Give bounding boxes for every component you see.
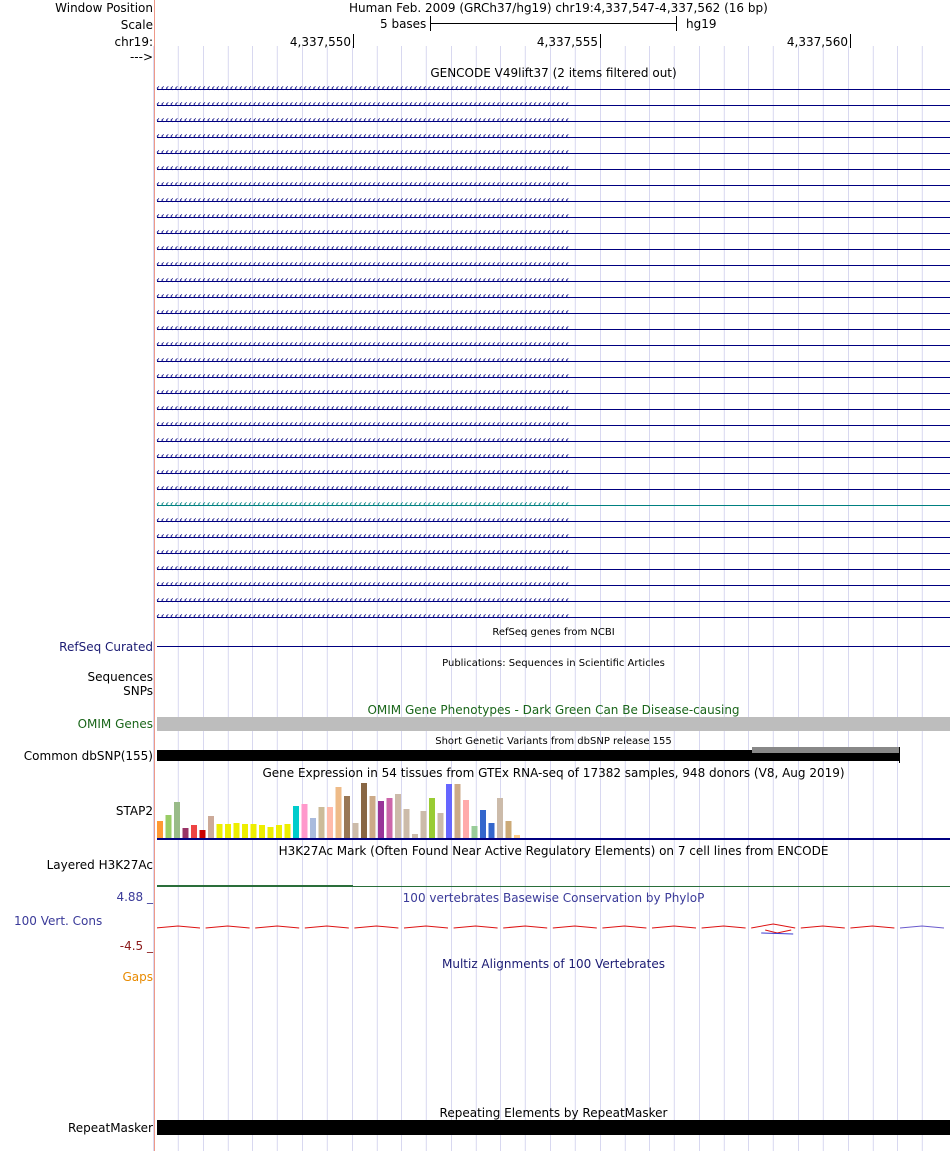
gtex-tissue-bar[interactable] bbox=[361, 783, 367, 838]
gencode-strand-arrows: ‹‹‹‹‹‹‹‹‹‹‹‹‹‹‹‹‹‹‹‹‹‹‹‹‹‹‹‹‹‹‹‹‹‹‹‹‹‹‹‹‹‹‹‹‹‹‹‹‹‹‹‹‹‹‹‹‹‹‹‹‹‹‹‹‹‹‹‹‹‹‹‹‹‹‹‹‹‹‹‹‹‹‹‹‹‹‹‹‹‹ bbox=[156, 307, 570, 318]
gencode-strand-arrows: ‹‹‹‹‹‹‹‹‹‹‹‹‹‹‹‹‹‹‹‹‹‹‹‹‹‹‹‹‹‹‹‹‹‹‹‹‹‹‹‹‹‹‹‹‹‹‹‹‹‹‹‹‹‹‹‹‹‹‹‹‹‹‹‹‹‹‹‹‹‹‹‹‹‹‹‹‹‹‹‹‹‹‹‹‹‹‹‹‹‹ bbox=[156, 355, 570, 366]
omim-title: OMIM Gene Phenotypes - Dark Green Can Be Disease-causing bbox=[367, 703, 740, 717]
refseq-feature[interactable] bbox=[157, 646, 950, 647]
gtex-tissue-bar[interactable] bbox=[327, 807, 333, 838]
scale-bar-left-tick bbox=[430, 16, 431, 31]
gencode-strand-arrows: ‹‹‹‹‹‹‹‹‹‹‹‹‹‹‹‹‹‹‹‹‹‹‹‹‹‹‹‹‹‹‹‹‹‹‹‹‹‹‹‹‹‹‹‹‹‹‹‹‹‹‹‹‹‹‹‹‹‹‹‹‹‹‹‹‹‹‹‹‹‹‹‹‹‹‹‹‹‹‹‹‹‹‹‹‹‹‹‹‹‹ bbox=[156, 339, 570, 350]
gencode-strand-arrows: ‹‹‹‹‹‹‹‹‹‹‹‹‹‹‹‹‹‹‹‹‹‹‹‹‹‹‹‹‹‹‹‹‹‹‹‹‹‹‹‹‹‹‹‹‹‹‹‹‹‹‹‹‹‹‹‹‹‹‹‹‹‹‹‹‹‹‹‹‹‹‹‹‹‹‹‹‹‹‹‹‹‹‹‹‹‹‹‹‹‹ bbox=[156, 467, 570, 478]
repeatmasker-title: Repeating Elements by RepeatMasker bbox=[439, 1106, 668, 1120]
phylop-wiggle[interactable] bbox=[157, 918, 950, 938]
phylop-score-segment bbox=[652, 926, 696, 928]
gencode-strand-arrows: ‹‹‹‹‹‹‹‹‹‹‹‹‹‹‹‹‹‹‹‹‹‹‹‹‹‹‹‹‹‹‹‹‹‹‹‹‹‹‹‹‹‹‹‹‹‹‹‹‹‹‹‹‹‹‹‹‹‹‹‹‹‹‹‹‹‹‹‹‹‹‹‹‹‹‹‹‹‹‹‹‹‹‹‹‹‹‹‹‹‹ bbox=[156, 403, 570, 414]
gtex-tissue-bar[interactable] bbox=[404, 809, 410, 838]
gencode-strand-arrows: ‹‹‹‹‹‹‹‹‹‹‹‹‹‹‹‹‹‹‹‹‹‹‹‹‹‹‹‹‹‹‹‹‹‹‹‹‹‹‹‹‹‹‹‹‹‹‹‹‹‹‹‹‹‹‹‹‹‹‹‹‹‹‹‹‹‹‹‹‹‹‹‹‹‹‹‹‹‹‹‹‹‹‹‹‹‹‹‹‹‹ bbox=[156, 499, 570, 510]
position-tick bbox=[850, 34, 851, 48]
phylop-label[interactable]: 100 Vert. Cons bbox=[14, 914, 103, 928]
gtex-tissue-bar[interactable] bbox=[191, 825, 197, 838]
phylop-score-segment bbox=[255, 926, 299, 928]
gtex-tissue-bar[interactable] bbox=[183, 828, 189, 838]
gtex-tissue-bar[interactable] bbox=[242, 824, 248, 838]
gencode-strand-arrows: ‹‹‹‹‹‹‹‹‹‹‹‹‹‹‹‹‹‹‹‹‹‹‹‹‹‹‹‹‹‹‹‹‹‹‹‹‹‹‹‹‹‹‹‹‹‹‹‹‹‹‹‹‹‹‹‹‹‹‹‹‹‹‹‹‹‹‹‹‹‹‹‹‹‹‹‹‹‹‹‹‹‹‹‹‹‹‹‹‹‹ bbox=[156, 83, 570, 94]
phylop-min-label: -4.5 _ bbox=[119, 939, 153, 953]
gtex-tissue-bar[interactable] bbox=[259, 825, 265, 838]
h3k27ac-signal[interactable] bbox=[157, 886, 950, 887]
gencode-strand-arrows: ‹‹‹‹‹‹‹‹‹‹‹‹‹‹‹‹‹‹‹‹‹‹‹‹‹‹‹‹‹‹‹‹‹‹‹‹‹‹‹‹‹‹‹‹‹‹‹‹‹‹‹‹‹‹‹‹‹‹‹‹‹‹‹‹‹‹‹‹‹‹‹‹‹‹‹‹‹‹‹‹‹‹‹‹‹‹‹‹‹‹ bbox=[156, 451, 570, 462]
h3k27ac-title: H3K27Ac Mark (Often Found Near Active Regulatory Elements) on 7 cell lines from ENCODE bbox=[278, 844, 829, 858]
position-tick bbox=[600, 34, 601, 48]
gencode-title: GENCODE V49lift37 (2 items filtered out) bbox=[430, 66, 677, 80]
phylop-score-segment bbox=[305, 926, 349, 928]
gencode-strand-arrows: ‹‹‹‹‹‹‹‹‹‹‹‹‹‹‹‹‹‹‹‹‹‹‹‹‹‹‹‹‹‹‹‹‹‹‹‹‹‹‹‹‹‹‹‹‹‹‹‹‹‹‹‹‹‹‹‹‹‹‹‹‹‹‹‹‹‹‹‹‹‹‹‹‹‹‹‹‹‹‹‹‹‹‹‹‹‹‹‹‹‹ bbox=[156, 563, 570, 574]
publications-label-line1[interactable]: Sequences bbox=[87, 670, 153, 684]
omim-label[interactable]: OMIM Genes bbox=[77, 717, 153, 731]
gencode-strand-arrows: ‹‹‹‹‹‹‹‹‹‹‹‹‹‹‹‹‹‹‹‹‹‹‹‹‹‹‹‹‹‹‹‹‹‹‹‹‹‹‹‹‹‹‹‹‹‹‹‹‹‹‹‹‹‹‹‹‹‹‹‹‹‹‹‹‹‹‹‹‹‹‹‹‹‹‹‹‹‹‹‹‹‹‹‹‹‹‹‹‹‹ bbox=[156, 387, 570, 398]
gtex-tissue-bar[interactable] bbox=[378, 801, 384, 838]
gencode-strand-arrows: ‹‹‹‹‹‹‹‹‹‹‹‹‹‹‹‹‹‹‹‹‹‹‹‹‹‹‹‹‹‹‹‹‹‹‹‹‹‹‹‹‹‹‹‹‹‹‹‹‹‹‹‹‹‹‹‹‹‹‹‹‹‹‹‹‹‹‹‹‹‹‹‹‹‹‹‹‹‹‹‹‹‹‹‹‹‹‹‹‹‹ bbox=[156, 547, 570, 558]
refseq-label[interactable]: RefSeq Curated bbox=[59, 640, 153, 654]
repeatmasker-label[interactable]: RepeatMasker bbox=[67, 1121, 153, 1135]
phylop-max-label: 4.88 _ bbox=[116, 890, 153, 904]
window-position-value: Human Feb. 2009 (GRCh37/hg19) chr19:4,337,547-4,337,562 (16 bp) bbox=[349, 1, 768, 15]
refseq-title: RefSeq genes from NCBI bbox=[492, 627, 615, 638]
h3k27ac-signal-peak bbox=[157, 885, 353, 886]
h3k27ac-label[interactable]: Layered H3K27Ac bbox=[46, 858, 153, 872]
phylop-score-segment bbox=[850, 926, 894, 928]
gtex-separator bbox=[157, 838, 950, 840]
dbsnp-label[interactable]: Common dbSNP(155) bbox=[23, 749, 153, 763]
gtex-tissue-bar[interactable] bbox=[344, 796, 350, 838]
gtex-label[interactable]: STAP2 bbox=[115, 804, 153, 818]
gtex-tissue-bar[interactable] bbox=[208, 816, 214, 838]
phylop-score-segment bbox=[454, 926, 498, 928]
gtex-tissue-bar[interactable] bbox=[225, 824, 231, 838]
gencode-strand-arrows: ‹‹‹‹‹‹‹‹‹‹‹‹‹‹‹‹‹‹‹‹‹‹‹‹‹‹‹‹‹‹‹‹‹‹‹‹‹‹‹‹‹‹‹‹‹‹‹‹‹‹‹‹‹‹‹‹‹‹‹‹‹‹‹‹‹‹‹‹‹‹‹‹‹‹‹‹‹‹‹‹‹‹‹‹‹‹‹‹‹‹ bbox=[156, 323, 570, 334]
phylop-score-segment bbox=[751, 924, 795, 933]
scale-bar bbox=[430, 23, 677, 24]
gencode-strand-arrows: ‹‹‹‹‹‹‹‹‹‹‹‹‹‹‹‹‹‹‹‹‹‹‹‹‹‹‹‹‹‹‹‹‹‹‹‹‹‹‹‹‹‹‹‹‹‹‹‹‹‹‹‹‹‹‹‹‹‹‹‹‹‹‹‹‹‹‹‹‹‹‹‹‹‹‹‹‹‹‹‹‹‹‹‹‹‹‹‹‹‹ bbox=[156, 515, 570, 526]
scale-assembly: hg19 bbox=[686, 17, 717, 31]
position-tick bbox=[353, 34, 354, 48]
gtex-tissue-bar[interactable] bbox=[472, 826, 478, 838]
gtex-tissue-bar[interactable] bbox=[480, 810, 486, 838]
gaps-label[interactable]: Gaps bbox=[122, 970, 153, 984]
dbsnp-title: Short Genetic Variants from dbSNP release 155 bbox=[435, 736, 672, 747]
gencode-strand-arrows: ‹‹‹‹‹‹‹‹‹‹‹‹‹‹‹‹‹‹‹‹‹‹‹‹‹‹‹‹‹‹‹‹‹‹‹‹‹‹‹‹‹‹‹‹‹‹‹‹‹‹‹‹‹‹‹‹‹‹‹‹‹‹‹‹‹‹‹‹‹‹‹‹‹‹‹‹‹‹‹‹‹‹‹‹‹‹‹‹‹‹ bbox=[156, 259, 570, 270]
gtex-tissue-bar[interactable] bbox=[276, 825, 282, 838]
publications-label-line2[interactable]: SNPs bbox=[123, 684, 153, 698]
gencode-strand-arrows: ‹‹‹‹‹‹‹‹‹‹‹‹‹‹‹‹‹‹‹‹‹‹‹‹‹‹‹‹‹‹‹‹‹‹‹‹‹‹‹‹‹‹‹‹‹‹‹‹‹‹‹‹‹‹‹‹‹‹‹‹‹‹‹‹‹‹‹‹‹‹‹‹‹‹‹‹‹‹‹‹‹‹‹‹‹‹‹‹‹‹ bbox=[156, 131, 570, 142]
gtex-tissue-bar[interactable] bbox=[489, 823, 495, 838]
gtex-tissue-bar[interactable] bbox=[217, 824, 223, 838]
phylop-score-segment bbox=[801, 926, 845, 928]
phylop-score-segment bbox=[157, 926, 200, 928]
multiz-title: Multiz Alignments of 100 Vertebrates bbox=[441, 957, 666, 971]
gtex-tissue-bar[interactable] bbox=[166, 815, 172, 838]
gtex-tissue-bar[interactable] bbox=[285, 824, 291, 838]
dbsnp-feature-end bbox=[899, 747, 900, 763]
gtex-tissue-bar[interactable] bbox=[506, 821, 512, 838]
phylop-score-segment bbox=[206, 926, 250, 928]
gencode-strand-arrows: ‹‹‹‹‹‹‹‹‹‹‹‹‹‹‹‹‹‹‹‹‹‹‹‹‹‹‹‹‹‹‹‹‹‹‹‹‹‹‹‹‹‹‹‹‹‹‹‹‹‹‹‹‹‹‹‹‹‹‹‹‹‹‹‹‹‹‹‹‹‹‹‹‹‹‹‹‹‹‹‹‹‹‹‹‹‹‹‹‹‹ bbox=[156, 371, 570, 382]
gencode-strand-arrows: ‹‹‹‹‹‹‹‹‹‹‹‹‹‹‹‹‹‹‹‹‹‹‹‹‹‹‹‹‹‹‹‹‹‹‹‹‹‹‹‹‹‹‹‹‹‹‹‹‹‹‹‹‹‹‹‹‹‹‹‹‹‹‹‹‹‹‹‹‹‹‹‹‹‹‹‹‹‹‹‹‹‹‹‹‹‹‹‹‹‹ bbox=[156, 243, 570, 254]
chrom-label: chr19: bbox=[114, 35, 153, 49]
gtex-tissue-bar[interactable] bbox=[429, 798, 435, 838]
position-tick-label: 4,337,555 bbox=[536, 35, 598, 49]
gtex-tissue-bar[interactable] bbox=[387, 798, 393, 838]
gencode-strand-arrows: ‹‹‹‹‹‹‹‹‹‹‹‹‹‹‹‹‹‹‹‹‹‹‹‹‹‹‹‹‹‹‹‹‹‹‹‹‹‹‹‹‹‹‹‹‹‹‹‹‹‹‹‹‹‹‹‹‹‹‹‹‹‹‹‹‹‹‹‹‹‹‹‹‹‹‹‹‹‹‹‹‹‹‹‹‹‹‹‹‹‹ bbox=[156, 419, 570, 430]
repeatmasker-feature[interactable] bbox=[157, 1120, 950, 1135]
gencode-strand-arrows: ‹‹‹‹‹‹‹‹‹‹‹‹‹‹‹‹‹‹‹‹‹‹‹‹‹‹‹‹‹‹‹‹‹‹‹‹‹‹‹‹‹‹‹‹‹‹‹‹‹‹‹‹‹‹‹‹‹‹‹‹‹‹‹‹‹‹‹‹‹‹‹‹‹‹‹‹‹‹‹‹‹‹‹‹‹‹‹‹‹‹ bbox=[156, 483, 570, 494]
gtex-chart[interactable] bbox=[157, 780, 557, 838]
gtex-tissue-bar[interactable] bbox=[497, 798, 503, 838]
strand-label: ---> bbox=[129, 50, 153, 64]
position-tick-label: 4,337,560 bbox=[786, 35, 848, 49]
gencode-strand-arrows: ‹‹‹‹‹‹‹‹‹‹‹‹‹‹‹‹‹‹‹‹‹‹‹‹‹‹‹‹‹‹‹‹‹‹‹‹‹‹‹‹‹‹‹‹‹‹‹‹‹‹‹‹‹‹‹‹‹‹‹‹‹‹‹‹‹‹‹‹‹‹‹‹‹‹‹‹‹‹‹‹‹‹‹‹‹‹‹‹‹‹ bbox=[156, 163, 570, 174]
phylop-score-segment bbox=[354, 926, 398, 928]
gtex-tissue-bar[interactable] bbox=[370, 796, 376, 838]
scale-bar-right-tick bbox=[676, 16, 677, 31]
gtex-tissue-bar[interactable] bbox=[421, 811, 427, 838]
phylop-score-segment bbox=[900, 926, 944, 928]
gtex-tissue-bar[interactable] bbox=[268, 827, 274, 838]
gencode-strand-arrows: ‹‹‹‹‹‹‹‹‹‹‹‹‹‹‹‹‹‹‹‹‹‹‹‹‹‹‹‹‹‹‹‹‹‹‹‹‹‹‹‹‹‹‹‹‹‹‹‹‹‹‹‹‹‹‹‹‹‹‹‹‹‹‹‹‹‹‹‹‹‹‹‹‹‹‹‹‹‹‹‹‹‹‹‹‹‹‹‹‹‹ bbox=[156, 99, 570, 110]
scale-bar-text: 5 bases bbox=[380, 17, 427, 31]
gtex-tissue-bar[interactable] bbox=[336, 787, 342, 838]
gencode-strand-arrows: ‹‹‹‹‹‹‹‹‹‹‹‹‹‹‹‹‹‹‹‹‹‹‹‹‹‹‹‹‹‹‹‹‹‹‹‹‹‹‹‹‹‹‹‹‹‹‹‹‹‹‹‹‹‹‹‹‹‹‹‹‹‹‹‹‹‹‹‹‹‹‹‹‹‹‹‹‹‹‹‹‹‹‹‹‹‹‹‹‹‹ bbox=[156, 435, 570, 446]
gencode-strand-arrows: ‹‹‹‹‹‹‹‹‹‹‹‹‹‹‹‹‹‹‹‹‹‹‹‹‹‹‹‹‹‹‹‹‹‹‹‹‹‹‹‹‹‹‹‹‹‹‹‹‹‹‹‹‹‹‹‹‹‹‹‹‹‹‹‹‹‹‹‹‹‹‹‹‹‹‹‹‹‹‹‹‹‹‹‹‹‹‹‹‹‹ bbox=[156, 579, 570, 590]
phylop-score-segment bbox=[602, 926, 646, 928]
window-position-label: Window Position bbox=[55, 1, 153, 15]
gencode-strand-arrows: ‹‹‹‹‹‹‹‹‹‹‹‹‹‹‹‹‹‹‹‹‹‹‹‹‹‹‹‹‹‹‹‹‹‹‹‹‹‹‹‹‹‹‹‹‹‹‹‹‹‹‹‹‹‹‹‹‹‹‹‹‹‹‹‹‹‹‹‹‹‹‹‹‹‹‹‹‹‹‹‹‹‹‹‹‹‹‹‹‹‹ bbox=[156, 211, 570, 222]
gtex-tissue-bar[interactable] bbox=[353, 823, 359, 838]
publications-title: Publications: Sequences in Scientific Articles bbox=[442, 658, 665, 669]
gtex-tissue-bar[interactable] bbox=[251, 824, 257, 838]
gtex-tissue-bar[interactable] bbox=[157, 821, 163, 838]
gtex-tissue-bar[interactable] bbox=[455, 784, 461, 838]
gtex-tissue-bar[interactable] bbox=[446, 784, 452, 838]
gtex-title: Gene Expression in 54 tissues from GTEx RNA-seq of 17382 samples, 948 donors (V8, Aug 2019) bbox=[262, 766, 845, 780]
phylop-title: 100 vertebrates Basewise Conservation by PhyloP bbox=[402, 891, 705, 905]
gtex-tissue-bar[interactable] bbox=[234, 823, 240, 838]
phylop-negative-segment bbox=[761, 933, 793, 934]
gencode-strand-arrows: ‹‹‹‹‹‹‹‹‹‹‹‹‹‹‹‹‹‹‹‹‹‹‹‹‹‹‹‹‹‹‹‹‹‹‹‹‹‹‹‹‹‹‹‹‹‹‹‹‹‹‹‹‹‹‹‹‹‹‹‹‹‹‹‹‹‹‹‹‹‹‹‹‹‹‹‹‹‹‹‹‹‹‹‹‹‹‹‹‹‹ bbox=[156, 595, 570, 606]
phylop-score-segment bbox=[702, 926, 746, 928]
gtex-tissue-bar[interactable] bbox=[463, 800, 469, 838]
gtex-tissue-bar[interactable] bbox=[174, 802, 180, 838]
gtex-tissue-bar[interactable] bbox=[319, 807, 325, 838]
phylop-score-segment bbox=[503, 926, 547, 928]
gtex-tissue-bar[interactable] bbox=[438, 813, 444, 838]
phylop-score-segment bbox=[404, 926, 448, 928]
gencode-strand-arrows: ‹‹‹‹‹‹‹‹‹‹‹‹‹‹‹‹‹‹‹‹‹‹‹‹‹‹‹‹‹‹‹‹‹‹‹‹‹‹‹‹‹‹‹‹‹‹‹‹‹‹‹‹‹‹‹‹‹‹‹‹‹‹‹‹‹‹‹‹‹‹‹‹‹‹‹‹‹‹‹‹‹‹‹‹‹‹‹‹‹‹ bbox=[156, 115, 570, 126]
position-tick-label: 4,337,550 bbox=[289, 35, 351, 49]
gencode-strand-arrows: ‹‹‹‹‹‹‹‹‹‹‹‹‹‹‹‹‹‹‹‹‹‹‹‹‹‹‹‹‹‹‹‹‹‹‹‹‹‹‹‹‹‹‹‹‹‹‹‹‹‹‹‹‹‹‹‹‹‹‹‹‹‹‹‹‹‹‹‹‹‹‹‹‹‹‹‹‹‹‹‹‹‹‹‹‹‹‹‹‹‹ bbox=[156, 195, 570, 206]
gtex-tissue-bar[interactable] bbox=[310, 818, 316, 838]
gencode-strand-arrows: ‹‹‹‹‹‹‹‹‹‹‹‹‹‹‹‹‹‹‹‹‹‹‹‹‹‹‹‹‹‹‹‹‹‹‹‹‹‹‹‹‹‹‹‹‹‹‹‹‹‹‹‹‹‹‹‹‹‹‹‹‹‹‹‹‹‹‹‹‹‹‹‹‹‹‹‹‹‹‹‹‹‹‹‹‹‹‹‹‹‹ bbox=[156, 611, 570, 622]
gtex-tissue-bar[interactable] bbox=[200, 830, 206, 838]
gencode-strand-arrows: ‹‹‹‹‹‹‹‹‹‹‹‹‹‹‹‹‹‹‹‹‹‹‹‹‹‹‹‹‹‹‹‹‹‹‹‹‹‹‹‹‹‹‹‹‹‹‹‹‹‹‹‹‹‹‹‹‹‹‹‹‹‹‹‹‹‹‹‹‹‹‹‹‹‹‹‹‹‹‹‹‹‹‹‹‹‹‹‹‹‹ bbox=[156, 531, 570, 542]
gencode-strand-arrows: ‹‹‹‹‹‹‹‹‹‹‹‹‹‹‹‹‹‹‹‹‹‹‹‹‹‹‹‹‹‹‹‹‹‹‹‹‹‹‹‹‹‹‹‹‹‹‹‹‹‹‹‹‹‹‹‹‹‹‹‹‹‹‹‹‹‹‹‹‹‹‹‹‹‹‹‹‹‹‹‹‹‹‹‹‹‹‹‹‹‹ bbox=[156, 227, 570, 238]
phylop-score-segment bbox=[553, 926, 597, 928]
gtex-tissue-bar[interactable] bbox=[293, 806, 299, 838]
gtex-tissue-bar[interactable] bbox=[395, 794, 401, 838]
gencode-strand-arrows: ‹‹‹‹‹‹‹‹‹‹‹‹‹‹‹‹‹‹‹‹‹‹‹‹‹‹‹‹‹‹‹‹‹‹‹‹‹‹‹‹‹‹‹‹‹‹‹‹‹‹‹‹‹‹‹‹‹‹‹‹‹‹‹‹‹‹‹‹‹‹‹‹‹‹‹‹‹‹‹‹‹‹‹‹‹‹‹‹‹‹ bbox=[156, 147, 570, 158]
omim-feature[interactable] bbox=[157, 717, 950, 731]
scale-label: Scale bbox=[120, 18, 153, 32]
gencode-strand-arrows: ‹‹‹‹‹‹‹‹‹‹‹‹‹‹‹‹‹‹‹‹‹‹‹‹‹‹‹‹‹‹‹‹‹‹‹‹‹‹‹‹‹‹‹‹‹‹‹‹‹‹‹‹‹‹‹‹‹‹‹‹‹‹‹‹‹‹‹‹‹‹‹‹‹‹‹‹‹‹‹‹‹‹‹‹‹‹‹‹‹‹ bbox=[156, 275, 570, 286]
gencode-strand-arrows: ‹‹‹‹‹‹‹‹‹‹‹‹‹‹‹‹‹‹‹‹‹‹‹‹‹‹‹‹‹‹‹‹‹‹‹‹‹‹‹‹‹‹‹‹‹‹‹‹‹‹‹‹‹‹‹‹‹‹‹‹‹‹‹‹‹‹‹‹‹‹‹‹‹‹‹‹‹‹‹‹‹‹‹‹‹‹‹‹‹‹ bbox=[156, 179, 570, 190]
gencode-strand-arrows: ‹‹‹‹‹‹‹‹‹‹‹‹‹‹‹‹‹‹‹‹‹‹‹‹‹‹‹‹‹‹‹‹‹‹‹‹‹‹‹‹‹‹‹‹‹‹‹‹‹‹‹‹‹‹‹‹‹‹‹‹‹‹‹‹‹‹‹‹‹‹‹‹‹‹‹‹‹‹‹‹‹‹‹‹‹‹‹‹‹‹ bbox=[156, 291, 570, 302]
gtex-tissue-bar[interactable] bbox=[302, 804, 308, 838]
dbsnp-feature-overlap[interactable] bbox=[752, 747, 900, 753]
